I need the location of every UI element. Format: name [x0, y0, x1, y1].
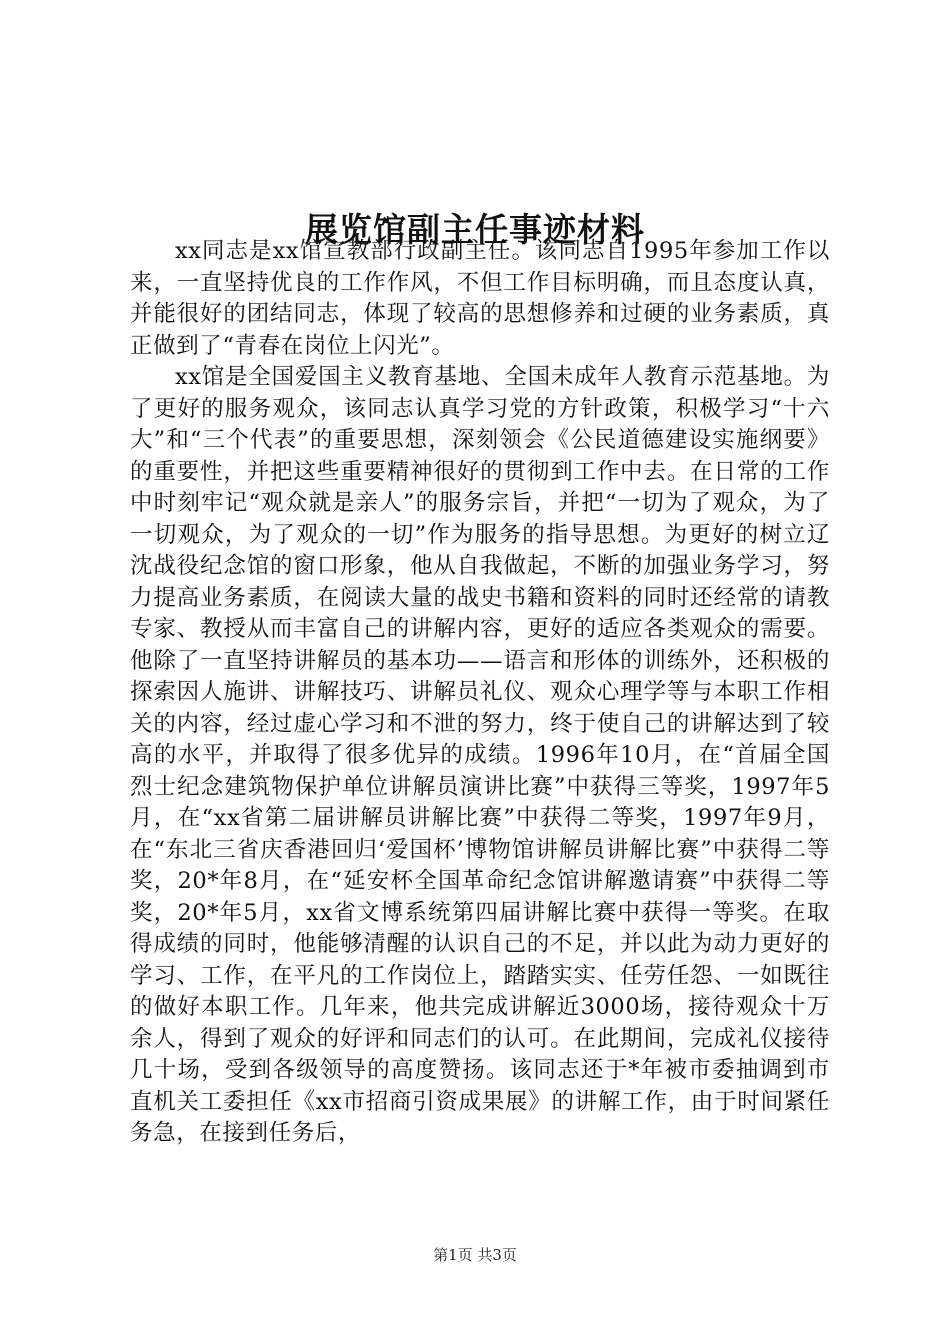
document-body [130, 236, 830, 1150]
paragraph-achievements: xx馆是全国爱国主义教育基地、全国未成年人教育示范基地。为了更好的服务观众，该同志认真学习党的方针政策，积极学习“十六大”和“三个代表”的重要思想，深刻领会《公民道德建设实施纲要》的重要性，并把这些重要精神很好的贯彻到工作中去。在日常的工作中时刻牢记“观众就是亲人”的服务宗旨，并把“一切为了观众，为了一切观众，为了观众的一切”作为服务的指导思想。为更好的树立辽沈战役纪念馆的窗口形象，他从自我做起，不断的加强业务学习，努力提高业务素质，在阅读大量的战史书籍和资料的同时还经常的请教专家、教授从而丰富自己的讲解内容，更好的适应各类观众的需要。他除了一直坚持讲解员的基本功——语言和形体的训练外，还积极的探索因人施讲、讲解技巧、讲解员礼仪、观众心理学等与本职工作相关的内容，经过虚心学习和不泄的努力，终于使自己的讲解达到了较高的水平，并取得了很多优异的成绩。1996年10月，在“首届全国烈士纪念建筑物保护单位讲解员演讲比赛”中获得三等奖，1997年5月，在“xx省第二届讲解员讲解比赛”中获得二等奖，1997年9月，在“东北三省庆香港回归‘爱国杯’博物馆讲解员讲解比赛”中获得二等奖，20*年8月，在“延安杯全国革命纪念馆讲解邀请赛”中获得二等奖，20*年5月，xx省文博系统第四届讲解比赛中获得一等奖。在取得成绩的同时，他能够清醒的认识自己的不足，并以此为动力更好的学习、工作，在平凡的工作岗位上，踏踏实实、任劳任怨、一如既往的做好本职工作。几年来，他共完成讲解近3000场，接待观众十万余人，得到了观众的好评和同志们的认可。在此期间，完成礼仪接待几十场，受到各级领导的高度赞扬。该同志还于*年被市委抽调到市直机关工委担任《xx市招商引资成果展》的讲解工作，由于时间紧任务急，在接到任务后， [130, 364, 830, 1146]
document-title: 展览馆副主任事迹材料 [305, 210, 645, 250]
paragraph-intro: xx同志是xx馆宣教部行政副主任。该同志自1995年参加工作以来，一直坚持优良的工作作风，不但工作目标明确，而且态度认真，并能很好的团结同志，体现了较高的思想修养和过硬的业务素质，真正做到了“青春在岗位上闪光”。 [130, 238, 830, 359]
page-footer: 第1页 共3页 [433, 1246, 517, 1264]
